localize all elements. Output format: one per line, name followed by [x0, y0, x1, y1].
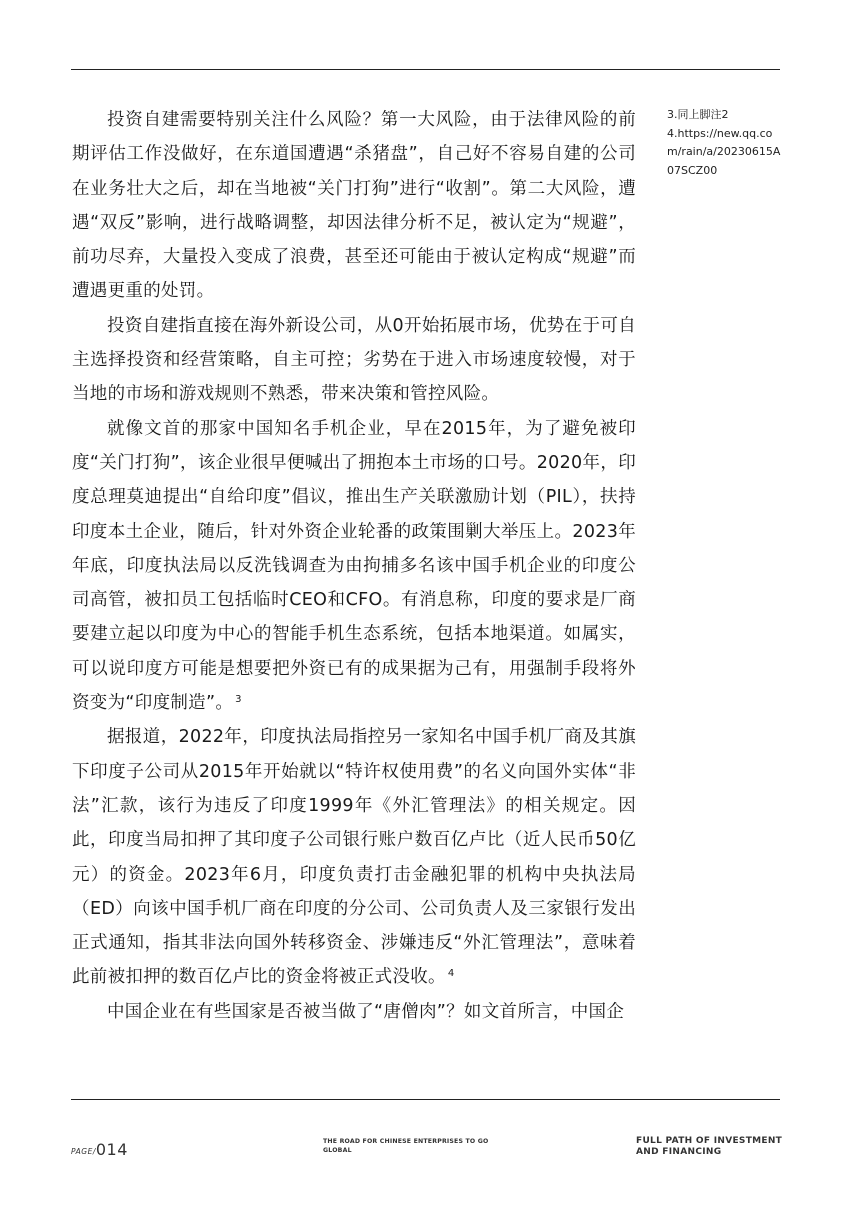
- page-label: PAGE/: [71, 1147, 96, 1156]
- footnote-ref-3[interactable]: 3: [235, 694, 242, 706]
- header-rule: [71, 69, 780, 70]
- footer-rule: [71, 1099, 780, 1100]
- page-number-value: 014: [95, 1140, 128, 1159]
- article-body: [72, 103, 636, 1029]
- paragraph-greenfield-definition: 投资自建指直接在海外新设公司，从0开始拓展市场，优势在于可自主选择投资和经营策略，自主可控；劣势在于进入市场速度较慢，对于当地的市场和游戏规则不熟悉，带来决策和管控风险。: [72, 315, 636, 405]
- paragraph-phone-company-case: 就像文首的那家中国知名手机企业，早在2015年，为了避免被印度“关门打狗”，该企业很早便喊出了拥抱本土市场的口号。2020年，印度总理莫迪提出“自给印度”倡议，推出生产关联激励计划（PIL），扶持印度本土企业，随后，针对外资企业轮番的政策围剿大举压上。2023年年底，印度执法局以反洗钱调查为由拘捕多名该中国手机企业的印度公司高管，被扣员工包括临时CEO和CFO。有消息称，印度的要求是厂商要建立起以印度为中心的智能手机生态系统，包括本地渠道。如属实，可以说印度方可能是想要把外资已有的成果据为己有，用强制手段将外资变为“印度制造”。 $^3$: [72, 418, 636, 714]
- paragraph-risks: 投资自建需要特别关注什么风险？第一大风险，由于法律风险的前期评估工作没做好，在东道国遭遇“杀猪盘”，自己好不容易自建的公司在业务壮大之后，却在当地被“关门打狗”进行“收割”。第二大风险，遭遇“双反”影响，进行战略调整，却因法律分析不足，被认定为“规避”，前功尽弃，大量投入变成了浪费，甚至还可能由于被认定构成“规避”而遭遇更重的处罚。: [72, 110, 636, 302]
- section-title: FULL PATH OF INVESTMENT AND FINANCING: [636, 1136, 783, 1157]
- sidenotes: [667, 106, 785, 181]
- sidenote-4-link[interactable]: 4.https://new.qq.com/rain/a/20230615A07SCZ00: [667, 126, 781, 178]
- series-title: THE ROAD FOR CHINESE ENTERPRISES TO GO GLOBAL: [323, 1138, 489, 1154]
- sidenote-3: 3.同上脚注2: [667, 108, 729, 121]
- footnote-ref-4[interactable]: 4: [447, 968, 455, 980]
- page-number: [71, 1140, 128, 1159]
- paragraph-asset-seizure-case: 据报道，2022年，印度执法局指控另一家知名中国手机厂商及其旗下印度子公司从2015年开始就以“特许权使用费”的名义向国外实体“非法”汇款，该行为违反了印度1999年《外汇管理法》的相关规定。因此，印度当局扣押了其印度子公司银行账户数百亿卢比（近人民币50亿元）的资金。2023年6月，印度负责打击金融犯罪的机构中央执法局（ED）向该中国手机厂商在印度的分公司、公司负责人及三家银行发出正式通知，指其非法向国外转移资金、涉嫌违反“外汇管理法”，意味着此前被扣押的数百亿卢比的资金将被正式没收。 $^4$: [72, 727, 636, 988]
- paragraph-closing: 中国企业在有些国家是否被当做了“唐僧肉”？如文首所言，中国企: [107, 1001, 625, 1022]
